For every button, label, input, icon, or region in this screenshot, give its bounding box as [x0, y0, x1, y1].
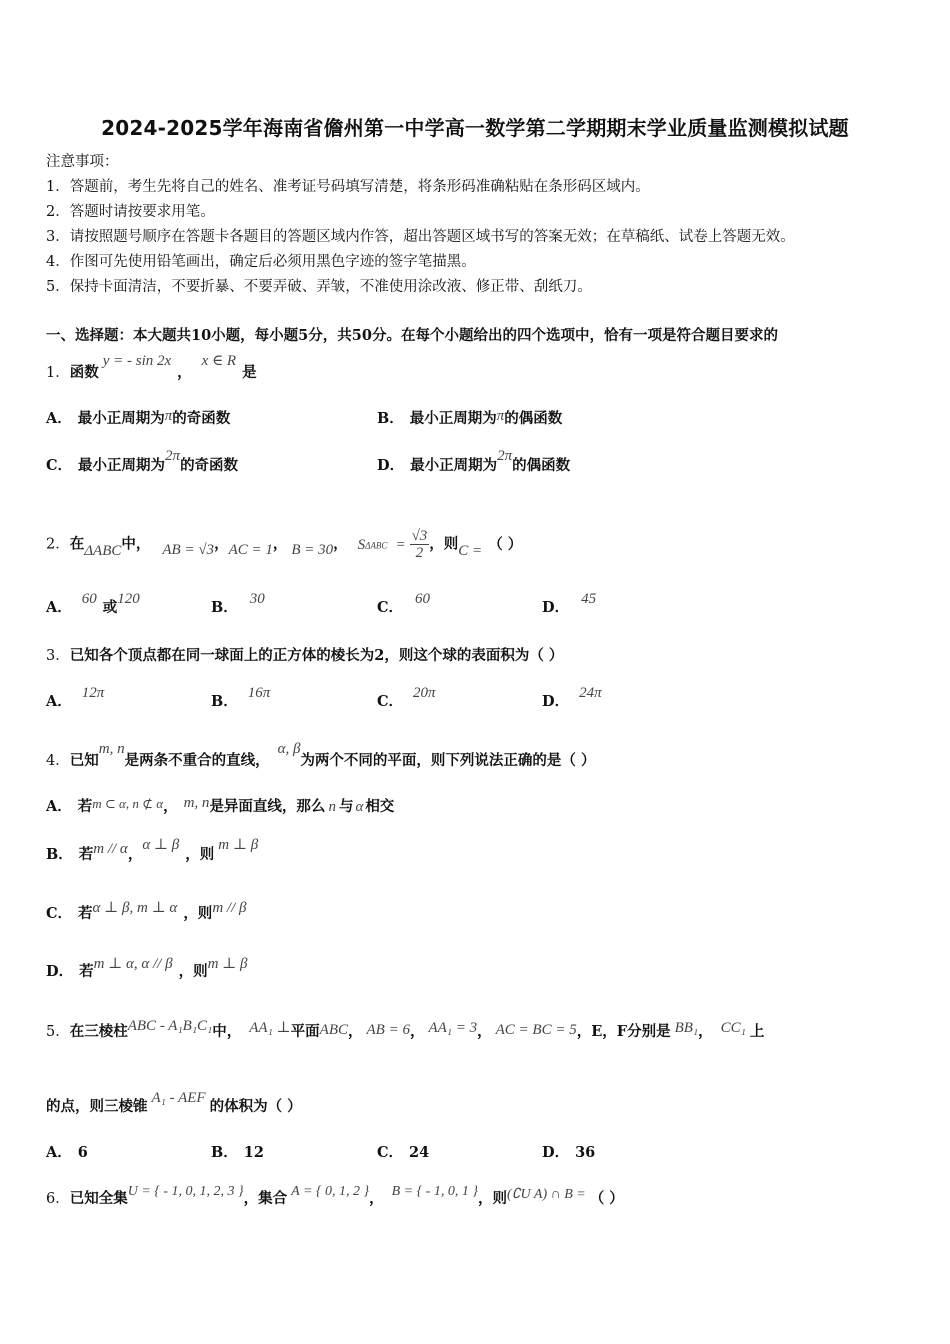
option-label: C． [377, 693, 404, 710]
question-text: 上 [749, 1023, 765, 1040]
option-d[interactable] [377, 448, 571, 476]
question-text: ， [698, 1023, 713, 1040]
option-label: A． [46, 599, 72, 616]
option-text: 若 [78, 905, 93, 922]
math-expr: 2π [165, 448, 181, 464]
math-expr: AA₁ = 3 [428, 1020, 478, 1036]
option-text: 的偶函数 [504, 410, 563, 427]
option-label: B． [46, 846, 73, 863]
math-expr: m // β [212, 900, 247, 916]
math-expr: AA₁ ⊥ [249, 1020, 291, 1036]
notice-item: 5．保持卡面清洁，不要折暴、不要弄破、弄皱，不准使用涂改液、修正带、刮纸刀。 [46, 279, 592, 295]
question-text: （ ） [488, 535, 523, 553]
question-text: 是两条不重合的直线， [124, 752, 270, 769]
question-number: 6． [46, 1191, 70, 1207]
question-text: ， [214, 535, 229, 553]
question-3 [46, 646, 563, 666]
question-text: ， [409, 1023, 425, 1040]
question-text: 已知各个顶点都在同一球面上的正方体的棱长为2，则这个球的表面积为（ ） [69, 647, 564, 664]
math-expr: 16π [247, 685, 271, 701]
question-text: ，则 [429, 535, 459, 553]
question-text: ， [348, 1023, 363, 1040]
option-a[interactable] [46, 591, 140, 618]
question-text: 中， [212, 1023, 242, 1040]
option-label: A． [46, 798, 72, 815]
option-c[interactable] [46, 448, 239, 476]
page-title: 2024-2025学年海南省儋州第一中学高一数学第二学期期末学业质量监测模拟试题 [101, 116, 849, 140]
option-b[interactable] [377, 409, 562, 429]
question-text: 的体积为（ ） [209, 1098, 302, 1115]
option-c[interactable] [377, 591, 431, 618]
notice-item: 2．答题时请按要求用笔。 [46, 204, 215, 220]
option-text: 若 [78, 846, 94, 863]
option-label: A． [46, 693, 72, 710]
math-expr: (∁U A) ∩ B = [506, 1187, 586, 1202]
option-text: 24 [409, 1144, 430, 1161]
math-expr: m ⊥ β [207, 956, 248, 972]
question-text: 为两个不同的平面，则下列说法正确的是（ ） [300, 752, 596, 769]
option-d[interactable] [542, 591, 597, 618]
question-4 [46, 741, 596, 771]
section-heading: 一、选择题：本大题共10小题，每小题5分，共50分。在每个小题给出的四个选项中，恰有一项是符合题目要求的 [46, 327, 778, 344]
question-5-continued [46, 1090, 302, 1117]
math-expr: AB = 6 [366, 1022, 410, 1038]
option-text: ，则 [178, 963, 208, 980]
math-expr: ABC - A₁B₁C₁ [127, 1018, 213, 1034]
option-label: C． [46, 457, 73, 474]
math-expr: B = { - 1, 0, 1 } [391, 1184, 478, 1199]
math-expr: x ∈ R [201, 353, 237, 369]
option-b[interactable] [46, 837, 259, 865]
math-expr: 2π [497, 448, 513, 464]
option-c[interactable] [46, 900, 247, 924]
option-text: 6 [77, 1144, 88, 1161]
math-expr: m ⊂ α, n ⊄ α [92, 796, 164, 811]
option-text: ，则 [185, 846, 215, 863]
option-a[interactable] [46, 797, 394, 817]
question-text: ， [369, 1190, 384, 1207]
option-text: 是异面直线，那么 [209, 798, 326, 815]
option-label: D． [542, 599, 570, 616]
option-label: C． [46, 905, 73, 922]
option-label: D． [377, 457, 405, 474]
math-expr: m, n [98, 741, 125, 757]
question-text: ，E，F分别是 [576, 1023, 671, 1040]
question-1 [46, 353, 257, 383]
option-label: B． [211, 693, 238, 710]
option-text: 若 [77, 798, 93, 815]
math-expr: α [355, 799, 364, 815]
option-label: B． [377, 410, 404, 427]
math-expr: 12π [81, 685, 105, 701]
question-text: （ ） [589, 1190, 624, 1207]
question-text: ，则 [477, 1190, 507, 1207]
option-text: 12 [243, 1144, 264, 1161]
question-text: ，集合 [243, 1190, 288, 1207]
option-label: D． [46, 963, 74, 980]
math-fraction [410, 528, 430, 561]
math-expr: m, n [183, 795, 210, 811]
question-number: 1． [46, 365, 70, 381]
math-expr: B = 30 [291, 541, 334, 558]
question-text: ， [477, 1023, 492, 1040]
math-expr: 60 [81, 591, 97, 607]
option-a[interactable] [46, 685, 105, 712]
option-text: 若 [79, 963, 94, 980]
math-expr: ΔABC [84, 542, 122, 559]
option-b[interactable] [211, 685, 271, 712]
math-expr: 45 [581, 591, 597, 607]
math-expr: α, β [277, 741, 301, 757]
math-expr: C = [458, 542, 483, 559]
math-expr: m ⊥ α, α // β [93, 956, 173, 972]
option-label: A． [46, 1144, 72, 1161]
option-text: 最小正周期为 [409, 410, 497, 427]
option-a[interactable] [46, 1143, 88, 1163]
question-5 [46, 1018, 765, 1042]
math-expr: ABC [319, 1022, 349, 1038]
math-expr: BB₁ [674, 1020, 699, 1036]
math-expr: AC = 1 [228, 541, 273, 558]
question-text: 中， [121, 535, 151, 553]
option-label: C． [377, 1144, 404, 1161]
option-b[interactable] [211, 591, 265, 618]
question-text: 的点，则三棱锥 [46, 1098, 148, 1115]
option-label: A． [46, 410, 72, 427]
notice-heading: 注意事项： [46, 154, 119, 170]
math-expr: 30 [249, 591, 265, 607]
fraction-denominator: 2 [415, 545, 424, 561]
option-text: 最小正周期为 [410, 457, 498, 474]
math-expr: α ⊥ β, m ⊥ α [92, 900, 178, 916]
notice-item: 1．答题前，考生先将自己的姓名、准考证号码填写清楚，将条形码准确粘贴在条形码区域内。 [46, 179, 650, 195]
option-text: 最小正周期为 [78, 457, 166, 474]
math-expr: A = { 0, 1, 2 } [291, 1184, 370, 1199]
option-d[interactable] [542, 685, 602, 712]
question-number: 2． [46, 536, 70, 553]
option-text: 最小正周期为 [77, 410, 165, 427]
option-text: 的奇函数 [172, 410, 231, 427]
question-text: 是 [242, 364, 257, 381]
question-text: 已知 [69, 752, 99, 769]
math-expr: 20π [413, 685, 436, 701]
math-expr: 24π [579, 685, 602, 701]
option-b[interactable] [211, 1143, 264, 1163]
question-text: 平面 [290, 1023, 320, 1040]
option-label: D． [542, 1144, 570, 1161]
option-a[interactable] [46, 409, 230, 429]
math-expr: CC₁ [720, 1020, 746, 1036]
math-expr: π [164, 408, 173, 424]
math-expr: m ⊥ β [218, 837, 259, 853]
math-expr: AB = √3 [162, 541, 215, 558]
math-expr: 120 [117, 591, 140, 607]
math-expr: U = { - 1, 0, 1, 2, 3 } [127, 1184, 244, 1199]
option-c[interactable] [377, 685, 436, 712]
option-text: 36 [575, 1144, 596, 1161]
option-label: C． [377, 599, 404, 616]
option-c[interactable] [377, 1143, 429, 1163]
math-expr: = [395, 536, 406, 553]
question-text: 在三棱柱 [69, 1023, 128, 1040]
math-expr: y = - sin 2x [102, 353, 172, 369]
option-d[interactable] [46, 956, 248, 982]
math-expr: n [328, 799, 336, 815]
option-text: 或 [102, 599, 118, 616]
option-d[interactable] [542, 1143, 595, 1163]
question-number: 4． [46, 753, 70, 769]
math-expr: m // α [93, 841, 128, 857]
option-text: ，则 [183, 905, 213, 922]
math-expr: 60 [415, 591, 431, 607]
fraction-numerator: √3 [411, 528, 428, 544]
question-number: 5． [46, 1024, 70, 1040]
question-text: ， [272, 535, 288, 553]
option-label: B． [211, 599, 238, 616]
question-text: ， [177, 364, 192, 381]
option-text: 与 [338, 798, 354, 815]
math-expr: ΔABC [365, 540, 388, 551]
math-expr: π [496, 408, 505, 424]
option-text: 的偶函数 [512, 457, 571, 474]
option-text: ， [163, 798, 178, 815]
option-text: 相交 [365, 798, 395, 815]
math-expr: S [357, 536, 366, 553]
question-2 [46, 528, 522, 561]
question-6 [46, 1184, 624, 1210]
notice-item: 3．请按照题号顺序在答题卡各题目的答题区域内作答，超出答题区域书写的答案无效；在草稿纸、试卷上答题无效。 [46, 229, 795, 245]
question-number: 3． [46, 648, 70, 664]
question-text: 在 [69, 535, 85, 553]
math-expr: A₁ - AEF [151, 1090, 206, 1106]
question-text: 函数 [69, 364, 99, 381]
question-text: ， [333, 535, 348, 553]
option-label: D． [542, 693, 570, 710]
option-label: B． [211, 1144, 238, 1161]
math-expr: AC = BC = 5 [495, 1022, 577, 1038]
notice-item: 4．作图可先使用铅笔画出，确定后必须用黑色字迹的签字笔描黑。 [46, 254, 476, 270]
option-text: ， [127, 846, 143, 863]
option-text: 的奇函数 [180, 457, 239, 474]
math-expr: α ⊥ β [142, 837, 180, 853]
question-text: 已知全集 [69, 1190, 128, 1207]
